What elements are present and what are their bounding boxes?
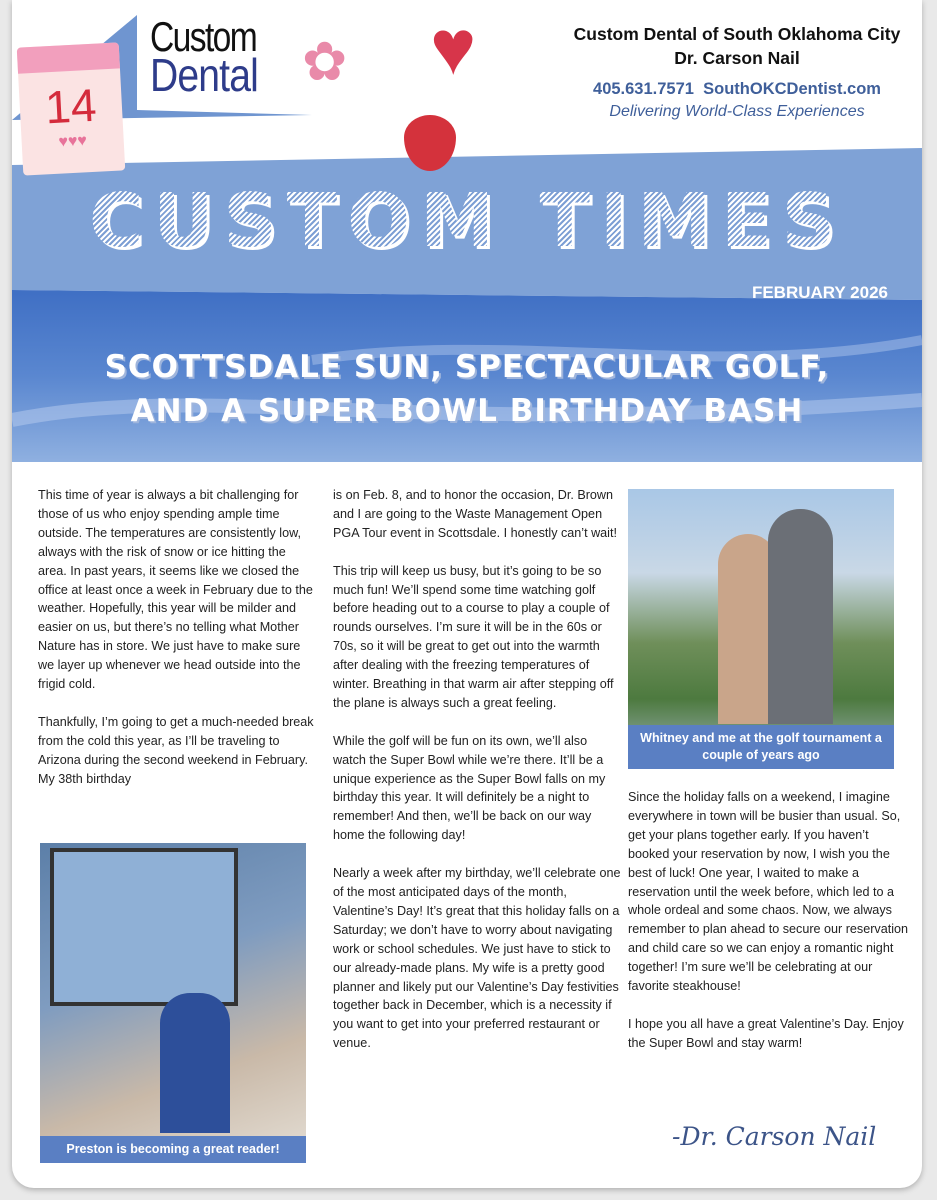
hearts-icon: ♥♥♥: [58, 132, 88, 151]
paragraph: This trip will keep us busy, but it’s going to be so much fun! We’ll spend some time watching golf before heading out to a course to play a couple of rounds ourselves. I’m sure it will be in the 60s or 70s, so it will be great to get out into the warmth after dealing with the freezing temperatures of winter. Breathing in that warm air after stepping off the plane is always such a great feeling.: [333, 563, 614, 710]
logo-line2: Dental: [150, 49, 258, 101]
bouquet-icon: ✿: [302, 32, 348, 92]
column-1: [38, 486, 314, 807]
practice-info: [552, 22, 922, 121]
photo-preston: [40, 843, 306, 1163]
headline-line2: AND A SUPER BOWL BIRTHDAY BASH: [130, 393, 804, 429]
headline: [32, 345, 902, 433]
paragraph: This time of year is always a bit challenging for those of us who enjoy spending ample time outside. The temperatures are consistently low, always with the risk of snow or ice hitting the area. In past years, it seems like we closed the office at least once a week in February due to the weather. Hopefully, this year will be milder and easier on us, but there’s no telling what Mother Nature has in store. We just have to make sure we layer up whenever we head outside into the frigid cold.: [38, 488, 313, 692]
paragraph: Since the holiday falls on a weekend, I imagine everywhere in town will be busier than usual. So, get your plans together early. If you haven’t booked your reservation by now, I wish you the best of luck! One year, I waited to make a reservation until the week before, which led to a whole ordeal and some chaos. Now, we always remember to plan ahead to secure our reservation and child care so we can enjoy a romantic night together! I’m sure we’ll be celebrating at our favorite steakhouse!: [628, 790, 909, 994]
tagline: Delivering World-Class Experiences: [609, 103, 865, 120]
column-2: [333, 486, 623, 1072]
paragraph: While the golf will be fun on its own, we’ll also watch the Super Bowl while we’re there. It’ll be a unique experience as the Super Bowl falls on my birthday this year. It will definitely be a night to remember! And then, we’ll be back on our way home the following day!: [333, 733, 606, 843]
masthead-title: CUSTOM TIMES: [42, 178, 892, 264]
logo-line1: Custom: [150, 13, 257, 60]
whiteboard: [50, 848, 238, 1006]
paragraph: Thankfully, I’m going to get a much-needed break from the cold this year, as I’ll be traveling to Arizona during the second weekend in February. My 38th birthday: [38, 714, 314, 786]
newsletter-page: [12, 0, 922, 1188]
photo-caption: Preston is becoming a great reader!: [40, 1136, 306, 1163]
practice-name: Custom Dental of South Oklahoma City: [573, 24, 901, 44]
paragraph: is on Feb. 8, and to honor the occasion, Dr. Brown and I are going to the Waste Management Open PGA Tour event in Scottsdale. I honestly can’t wait!: [333, 488, 617, 540]
paragraph: Nearly a week after my birthday, we’ll celebrate one of the most anticipated days of the month, Valentine’s Day! It’s great that this holiday falls on a Saturday; we don’t have to worry about navigating work or school schedules. We just have to stick to our already-made plans. My wife is a pretty good planner and likely put our Valentine’s Day festivities together back in December, which is a necessity if you want to get into your preferred restaurant or venue.: [333, 866, 621, 1051]
signature: -Dr. Carson Nail: [672, 1122, 877, 1151]
photo-golf: [628, 489, 894, 769]
calendar-day: 14: [43, 78, 98, 134]
photo-caption: Whitney and me at the golf tournament a couple of years ago: [628, 725, 894, 769]
winged-heart-icon: ♥: [430, 3, 477, 91]
custom-dental-logo: [150, 13, 283, 101]
website-link[interactable]: SouthOKCDentist.com: [703, 80, 881, 98]
headline-line1: SCOTTSDALE SUN, SPECTACULAR GOLF,: [104, 349, 830, 385]
calendar-icon: [17, 42, 126, 175]
issue-date: FEBRUARY 2026: [751, 283, 888, 302]
phone-number[interactable]: 405.631.7571: [593, 80, 694, 98]
column-3: [628, 788, 908, 1072]
paragraph: I hope you all have a great Valentine’s Day. Enjoy the Super Bowl and stay warm!: [628, 1016, 904, 1050]
doctor-name: Dr. Carson Nail: [674, 48, 800, 68]
man: [768, 509, 833, 724]
child: [160, 993, 230, 1133]
